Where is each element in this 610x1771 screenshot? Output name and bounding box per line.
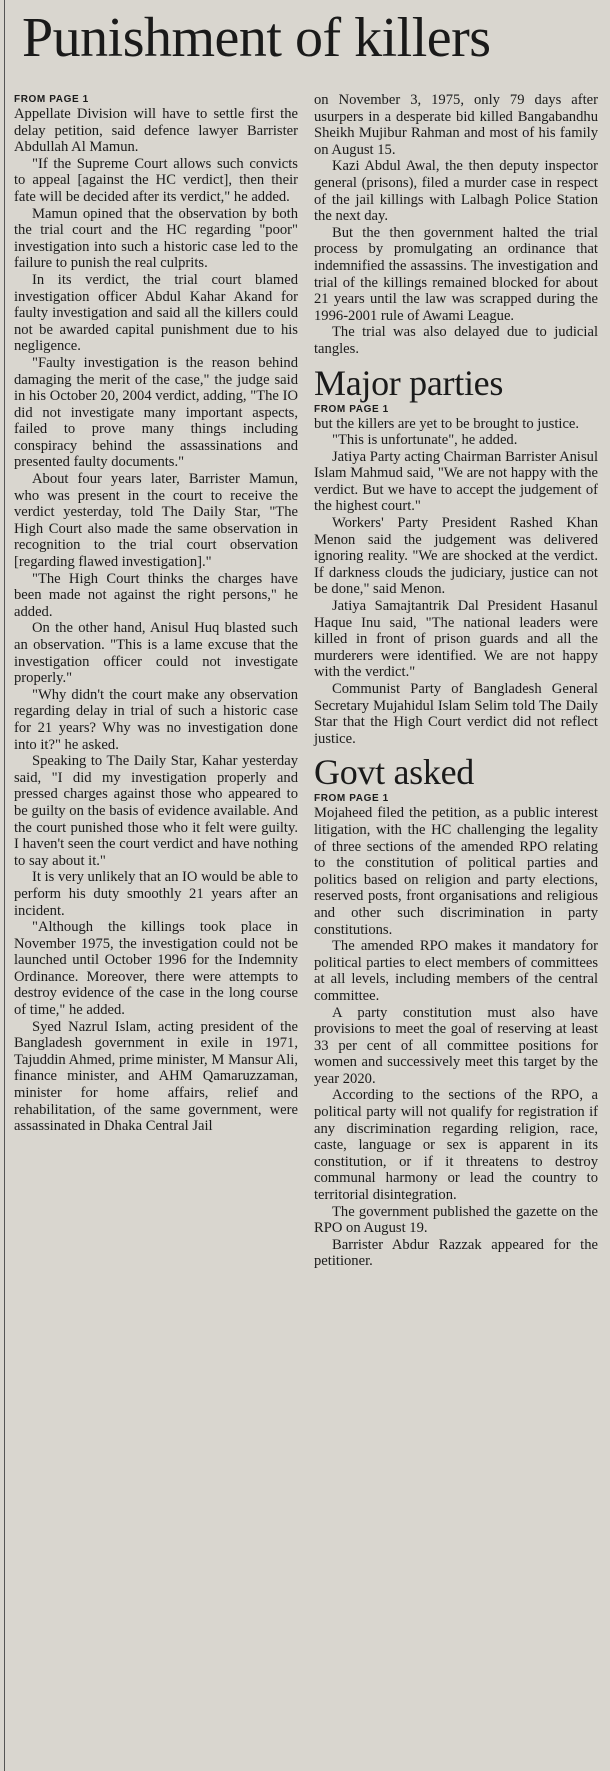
story3-paragraph: The amended RPO makes it mandatory for political parties to elect members of committees at all levels, including members of the central committee. xyxy=(314,938,598,1004)
story2-paragraph: but the killers are yet to be brought to justice. xyxy=(314,415,580,432)
story1-paragraph: on November 3, 1975, only 79 days after usurpers in a desperate bid killed Bangabandhu Sheikh Mujibur Rahman and most of his family on August 15. xyxy=(314,92,598,158)
column-left xyxy=(14,92,298,1270)
story3-paragraph: The government published the gazette on the RPO on August 19. xyxy=(314,1203,598,1237)
story1-paragraph: "Although the killings took place in November 1975, the investigation could not be launched until October 1996 for the Indemnity Ordinance. Moreover, there were attempts to destroy evidence of the case in the long course of time," he added. xyxy=(14,919,298,1019)
story2-from-label: FROM PAGE 1 xyxy=(314,403,389,415)
story3-paragraph: Mojaheed filed the petition, as a public interest litigation, with the HC challenging the legality of three sections of the amended RPO relating to the constitution of political parties and politics based on religion and party elections, reserved posts, front organisations and religious and other such discrimination in party constitutions. xyxy=(314,805,598,938)
story1-paragraph: Appellate Division will have to settle first the delay petition, said defence lawyer Barrister Abdullah Al Mamun. xyxy=(14,106,298,156)
story3-headline: Govt asked xyxy=(314,752,474,793)
story1-paragraph: But the then government halted the trial process by promulgating an ordinance that indemnified the assassins. The investigation and trial of the killings remained blocked for about 21 years until the law was scrapped during the 1996-2001 rule of Awami League. xyxy=(314,224,598,324)
story3-paragraph: A party constitution must also have provisions to meet the goal of reserving at least 33 per cent of all committee positions for women and successively meet this target by the year 2020. xyxy=(314,1004,598,1087)
story1-paragraph: About four years later, Barrister Mamun, who was present in the court to receive the verdict yesterday, told The Daily Star, "The High Court also made the same observation in recognition to the trial court observation [regarding flawed investigation]." xyxy=(14,471,298,571)
story3-paragraph: According to the sections of the RPO, a political party will not qualify for registration if any discrimination regarding religion, race, caste, language or sex is apparent in its constitution, or if it threatens to destroy communal harmony or lead the country to territorial disintegration. xyxy=(314,1087,598,1204)
columns xyxy=(14,92,598,1270)
story1-paragraph: "Why didn't the court make any observation regarding delay in trial of such a historic case for 21 years? Why was no investigation done into it?" he asked. xyxy=(14,686,298,753)
story1-paragraph: Syed Nazrul Islam, acting president of the Bangladesh government in exile in 1971, Tajuddin Ahmed, prime minister, M Mansur Ali, finance minister, and AHM Qamaruzzaman, minister for home affairs, relief and rehabilitation, of the same government, were assassinated in Dhaka Central Jail xyxy=(14,1018,298,1135)
story3-from-label: FROM PAGE 1 xyxy=(314,793,389,805)
column-rule xyxy=(4,0,5,1771)
story1-paragraph: On the other hand, Anisul Huq blasted such an observation. "This is a lame excuse that the investigation officer could not investigate properly." xyxy=(14,620,298,687)
story3-paragraph: Barrister Abdur Razzak appeared for the petitioner. xyxy=(314,1236,598,1270)
story2-paragraph: "This is unfortunate", he added. xyxy=(332,432,518,449)
headline: Punishment of killers xyxy=(22,7,491,69)
story1-paragraph: The trial was also delayed due to judicial tangles. xyxy=(314,324,598,357)
story1-paragraph: Speaking to The Daily Star, Kahar yesterday said, "I did my investigation properly and pressed charges against those who appeared to be guilty on the basis of evidence available. And the court punished those who it felt were guilty. I haven't seen the court verdict and have nothing to say about it." xyxy=(14,753,298,869)
story1-paragraph: "Faulty investigation is the reason behind damaging the merit of the case," the judge said in his October 20, 2004 verdict, adding, "The IO did not investigate many important aspects, failed to prove many things including conspiracy behind the assassinations and presented faulty documents." xyxy=(14,354,298,471)
story1-paragraph: Kazi Abdul Awal, the then deputy inspector general (prisons), filed a murder case in respect of the jail killings with Lalbagh Police Station the next day. xyxy=(314,158,598,225)
story1-paragraph: It is very unlikely that an IO would be able to perform his duty smoothly 21 years after an incident. xyxy=(14,869,298,919)
story2-paragraph: Jatiya Party acting Chairman Barrister Anisul Islam Mahmud said, "We are not happy with the verdict. But we have to accept the judgement of the highest court." xyxy=(314,448,598,515)
story2-paragraph: Communist Party of Bangladesh General Secretary Mujahidul Islam Selim told The Daily Star that the High Court verdict did not reflect justice. xyxy=(314,681,598,747)
story2-paragraph: Jatiya Samajtantrik Dal President Hasanul Haque Inu said, "The national leaders were killed in front of prison guards and all the murderers were identified. We are not happy with the verdict." xyxy=(314,598,598,681)
column-right xyxy=(314,92,598,1270)
story1-from-label: FROM PAGE 1 xyxy=(14,94,89,105)
story2-paragraph: Workers' Party President Rashed Khan Menon said the judgement was delivered ignoring reality. "We are shocked at the verdict. If darkness clouds the judiciary, justice can not be done," said Menon. xyxy=(314,515,598,598)
story1-paragraph: "The High Court thinks the charges have been made not against the right persons," he added. xyxy=(14,570,298,620)
story1-paragraph: In its verdict, the trial court blamed investigation officer Abdul Kahar Akand for faulty investigation and said all the killers could not be awarded capital punishment due to his negligence. xyxy=(14,271,298,355)
story2-headline: Major parties xyxy=(314,362,504,403)
story1-paragraph: Mamun opined that the observation by both the trial court and the HC regarding "poor" investigation into such a historic case led to the failure to punish the real culprits. xyxy=(14,205,298,272)
story1-paragraph: "If the Supreme Court allows such convicts to appeal [against the HC verdict], then their fate will be decided after its verdict," he added. xyxy=(14,155,298,205)
